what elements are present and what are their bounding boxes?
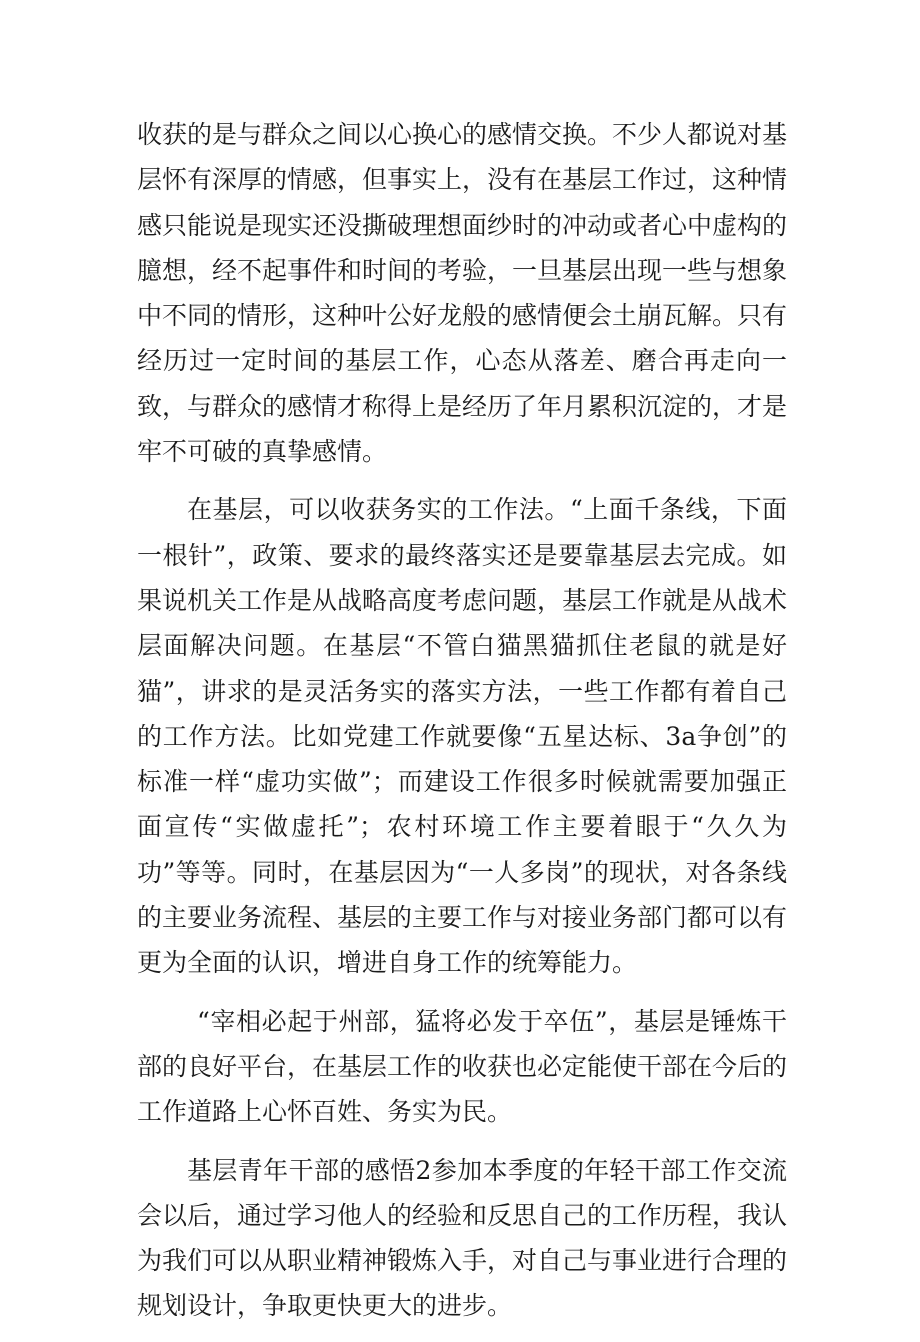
paragraph-4: 基层青年干部的感悟2参加本季度的年轻干部工作交流会以后，通过学习他人的经验和反思自己的工作历程，我认为我们可以从职业精神锻炼入手，对自己与事业进行合理的规划设计，争取更快更大的进步。 <box>137 1155 788 1321</box>
document-body <box>137 112 787 1342</box>
paragraph-1: 收获的是与群众之间以心换心的感情交换。不少人都说对基层怀有深厚的情感，但事实上，没有在基层工作过，这种情感只能说是现实还没撕破理想面纱时的冲动或者心中虚构的臆想，经不起事件和时间的考验，一旦基层出现一些与想象中不同的情形，这种叶公好龙般的感情便会土崩瓦解。只有经历过一定时间的基层工作，心态从落差、磨合再走向一致，与群众的感情才称得上是经历了年月累积沉淀的，才是牢不可破的真挚感情。 <box>137 120 788 467</box>
paragraph-3: “宰相必起于州部，猛将必发于卒伍”，基层是锤炼干部的良好平台，在基层工作的收获也必定能使干部在今后的工作道路上心怀百姓、务实为民。 <box>137 1006 788 1127</box>
paragraph-2: 在基层，可以收获务实的工作法。“上面千条线，下面一根针”，政策、要求的最终落实还是要靠基层去完成。如果说机关工作是从战略高度考虑问题，基层工作就是从战术层面解决问题。在基层“不管白猫黑猫抓住老鼠的就是好猫”，讲求的是灵活务实的落实方法，一些工作都有着自己的工作方法。比如党建工作就要像“五星达标、3a争创”的标准一样“虚功实做”；而建设工作很多时候就需要加强正面宣传“实做虚托”；农村环境工作主要着眼于“久久为功”等等。同时，在基层因为“一人多岗”的现状，对各条线的主要业务流程、基层的主要工作与对接业务部门都可以有更为全面的认识，增进自身工作的统筹能力。 <box>137 495 788 978</box>
